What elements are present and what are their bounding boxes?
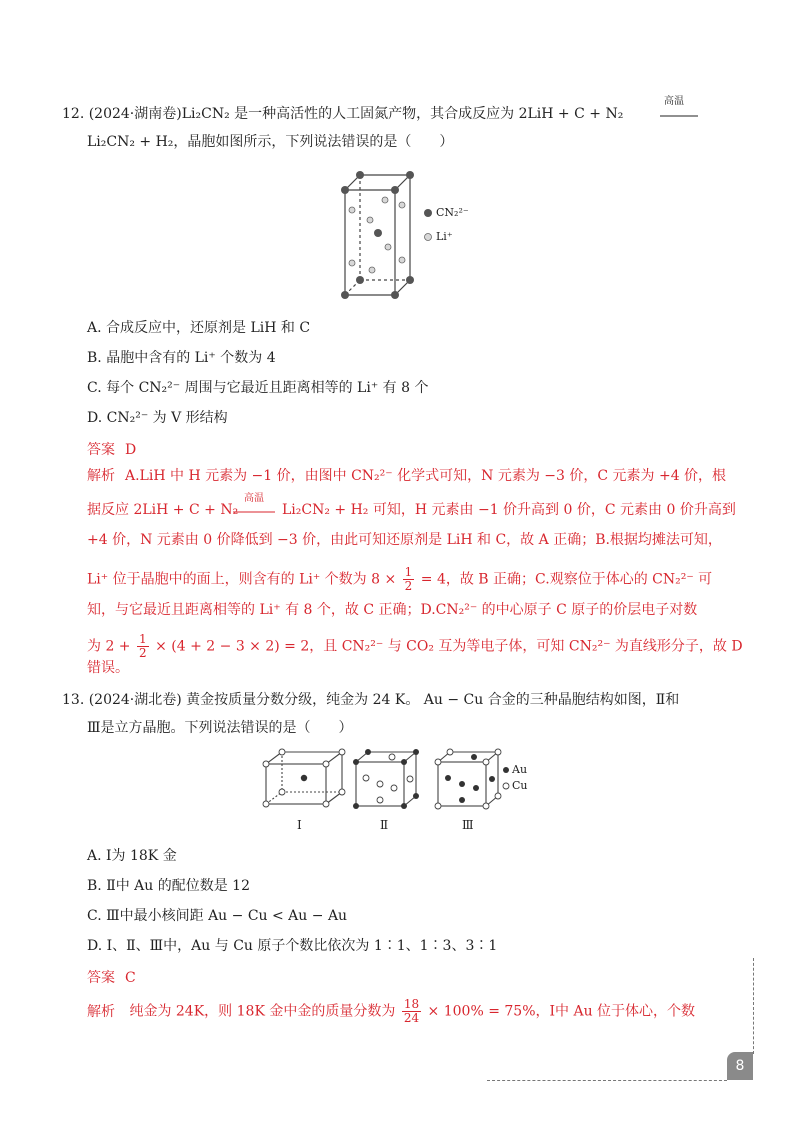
q13-stem-line2: Ⅲ是立方晶胞。下列说法错误的是（ ）: [87, 720, 353, 736]
q12-analysis-line2b: Li₂CN₂ + H₂ 可知，H 元素由 −1 价升高到 0 价，C 元素由 0 价升高到: [282, 502, 736, 518]
q13-crystal-cells: [258, 748, 528, 812]
q12-legend-cn2: CN₂²⁻: [436, 206, 469, 219]
q13-option-b: B. Ⅱ中 Au 的配位数是 12: [87, 878, 250, 894]
page-corner-dash-horizontal: [487, 1080, 727, 1081]
q12-analysis-line7: 错误。: [87, 660, 129, 676]
answer-label: 答案: [87, 442, 115, 458]
q13-cell-label-2: Ⅱ: [380, 818, 389, 832]
q13-option-d: D. Ⅰ、Ⅱ、Ⅲ中，Au 与 Cu 原子个数比依次为 1∶1、1∶3、3∶1: [87, 938, 498, 954]
q12-option-c: C. 每个 CN₂²⁻ 周围与它最近且距离相等的 Li⁺ 有 8 个: [87, 380, 429, 396]
q12-analysis-line3: +4 价，N 元素由 0 价降低到 −3 价，由此可知还原剂是 LiH 和 C，故 A 正确；B.根据均摊法可知，: [87, 532, 722, 548]
q13-option-a: A. Ⅰ为 18K 金: [87, 848, 177, 864]
answer-value: D: [125, 442, 137, 458]
q12-answer: [87, 440, 136, 460]
reaction-condition-2: 高温: [244, 493, 264, 504]
q13-option-c: C. Ⅲ中最小核间距 Au − Cu < Au − Au: [87, 908, 348, 924]
q13-legend-au: Au: [512, 763, 528, 776]
q13-answer: [87, 968, 136, 988]
q12-analysis-line5: 知，与它最近且距离相等的 Li⁺ 有 8 个，故 C 正确；D.CN₂²⁻ 的中心原子 C 原子的价层电子对数: [87, 602, 698, 618]
q13-stem-line1: 13. (2024·湖北卷) 黄金按质量分数分级，纯金为 24 K。 Au − Cu 合金的三种晶胞结构如图，Ⅱ和: [62, 692, 680, 708]
q12-analysis-line4: Li⁺ 位于晶胞中的面上，则含有的 Li⁺ 个数为 8 × $\frac{1}{2}$ = 4，故 B 正确；C.观察位于体心的 CN₂²⁻ 可: [87, 565, 713, 593]
answer-value: C: [125, 970, 136, 986]
q12-analysis-line2a: 据反应 2LiH + C + N₂: [87, 502, 239, 518]
q13-cell-label-3: Ⅲ: [462, 818, 474, 832]
q12-analysis-line6: 为 2 + $\frac{1}{2}$ × (4 + 2 − 3 × 2) = 2，且 CN₂²⁻ 与 CO₂ 互为等电子体，可知 CN₂²⁻ 为直线形分子，故 D: [87, 632, 743, 660]
q13-legend-cu: Cu: [512, 779, 528, 792]
q12-analysis-line1: 解析 A.LiH 中 H 元素为 −1 价，由图中 CN₂²⁻ 化学式可知，N 元素为 −3 价，C 元素为 +4 价，根: [87, 468, 727, 484]
q12-legend-li: Li⁺: [436, 230, 453, 243]
q13-cell-label-1: Ⅰ: [297, 818, 302, 832]
q12-stem-line2: Li₂CN₂ + H₂，晶胞如图所示，下列说法错误的是（ ）: [87, 134, 454, 150]
q13-analysis: 解析 纯金为 24K，则 18K 金中金的质量分数为 $\frac{18}{24}$ × 100% = 75%，Ⅰ中 Au 位于体心，个数: [87, 997, 696, 1025]
analysis-label: 解析: [87, 1003, 115, 1020]
q12-stem-line1: 12. (2024·湖南卷)Li₂CN₂ 是一种高活性的人工固氮产物，其合成反应为 2LiH + C + N₂: [62, 106, 624, 122]
page-number: 8: [727, 1052, 753, 1080]
q12-option-d: D. CN₂²⁻ 为 V 形结构: [87, 410, 228, 426]
page-corner-dash-vertical: [753, 958, 754, 1054]
q12-option-a: A. 合成反应中，还原剂是 LiH 和 C: [87, 320, 311, 336]
fraction-one-half: $\frac{1}{2}$: [404, 565, 413, 593]
reaction-condition-1: 高温: [664, 96, 684, 107]
analysis-label: 解析: [87, 468, 115, 484]
q12-option-b: B. 晶胞中含有的 Li⁺ 个数为 4: [87, 350, 276, 366]
q12-crystal-cell: [330, 165, 480, 305]
fraction-18-24: $\frac{18}{24}$: [403, 997, 420, 1025]
answer-label: 答案: [87, 970, 115, 986]
fraction-one-half: $\frac{1}{2}$: [139, 632, 147, 660]
